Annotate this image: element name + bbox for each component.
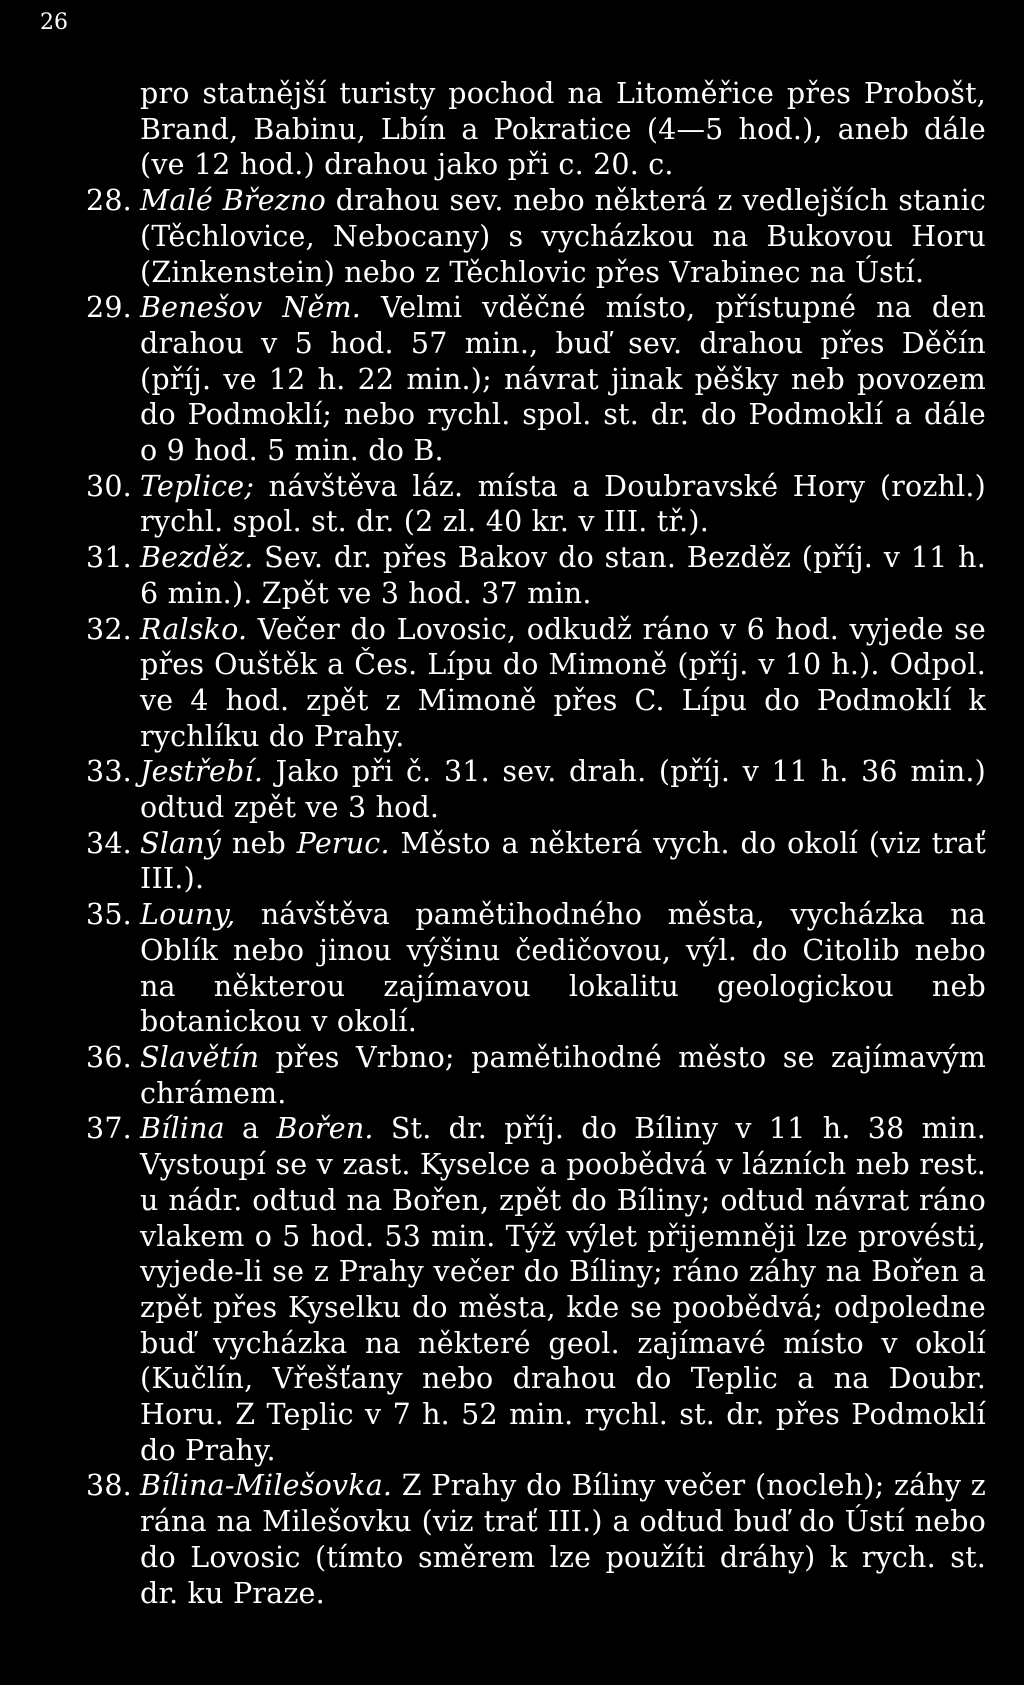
- entry-text: Jako při č. 31. sev. drah. (příj. v 11 h. 36 min.) odtud zpět ve 3 hod.: [140, 755, 986, 825]
- entry-place: Slaný: [140, 826, 222, 860]
- entry-text-secondary: Město a některá vych. do okolí (viz trať III.).: [140, 826, 987, 896]
- entry-number: 28.: [86, 184, 132, 218]
- entry-text: návštěva láz. místa a Doubravské Hory (rozhl.) rychl. spol. st. dr. (2 zl. 40 kr. v III. tř.).: [140, 469, 986, 539]
- entry-number: 34.: [86, 826, 132, 860]
- entry-place-secondary: Peruc.: [296, 826, 390, 860]
- entry-text: přes Vrbno; pamětihodné město se zajímavým chrámem.: [140, 1040, 986, 1110]
- entry-place: Benešov Něm.: [140, 291, 362, 325]
- entry-31: [86, 540, 986, 611]
- entry-place: Bílina-Milešovka.: [140, 1469, 393, 1503]
- entry-number: 38.: [86, 1469, 132, 1503]
- entry-34: [86, 826, 986, 897]
- entry-30: [86, 469, 986, 540]
- entry-place: Bezděz.: [140, 541, 254, 575]
- entry-number: 30.: [86, 469, 132, 503]
- entry-35: [86, 897, 986, 1040]
- entry-text: Z Prahy do Bíliny večer (nocleh); záhy z rána na Milešovku (viz trať III.) a odtud buď do Ústí nebo do Lovosic (tímto směrem lze použíti dráhy) k rych. st. dr. ku Praze.: [140, 1469, 986, 1610]
- entry-38: [86, 1468, 986, 1611]
- entry-number: 35.: [86, 898, 132, 932]
- entry-continuation: [86, 76, 986, 183]
- entry-place: Louny,: [140, 898, 236, 932]
- entry-text: Velmi vděčné místo, přístupné na den drahou v 5 hod. 57 min., buď sev. drahou přes Děčín (příj. ve 12 h. 22 min.); návrat jinak pěšky neb povozem do Podmoklí; nebo rychl. spol. st. dr. do Podmoklí a dále o 9 hod. 5 min. do B.: [140, 291, 986, 468]
- entry-number: 33.: [86, 755, 132, 789]
- entry-text: a: [224, 1112, 277, 1146]
- entry-number: 29.: [86, 291, 132, 325]
- entry-29: [86, 290, 986, 469]
- entry-place: Ralsko.: [140, 612, 248, 646]
- entry-text: pro statnější turisty pochod na Litoměřice přes Probošt, Brand, Babinu, Lbín a Pokratice (4—5 hod.), aneb dále (ve 12 hod.) drahou jako při c. 20. c.: [140, 77, 986, 182]
- entry-place: Bílina: [140, 1112, 225, 1146]
- entry-place: Jestřebí.: [140, 755, 264, 789]
- entry-text: návštěva pamětihodného města, vycházka na Oblík nebo jinou výšinu čedičovou, výl. do Citolib nebo na některou zajímavou lokalitu geologickou neb botanickou v okolí.: [140, 898, 986, 1039]
- entry-36: [86, 1040, 986, 1111]
- entry-place: Slavětín: [140, 1040, 260, 1074]
- page-text: [86, 76, 986, 1611]
- entry-37: [86, 1111, 986, 1468]
- page-number: 26: [40, 10, 68, 35]
- entry-place: Malé Březno: [140, 184, 326, 218]
- entry-33: [86, 754, 986, 825]
- entry-number: 32.: [86, 612, 132, 646]
- entry-text: neb: [221, 826, 297, 860]
- entry-text: Sev. dr. přes Bakov do stan. Bezděz (příj. v 11 h. 6 min.). Zpět ve 3 hod. 37 min.: [140, 541, 986, 610]
- entry-number: 36.: [86, 1040, 132, 1074]
- entry-text: Večer do Lovosic, odkudž ráno v 6 hod. vyjede se přes Ouštěk a Čes. Lípu do Mimoně (příj. v 10 h.). Odpol. ve 4 hod. zpět z Mimoně přes C. Lípu do Podmoklí k rychlíku do Prahy.: [140, 612, 986, 753]
- entry-number: 37.: [86, 1112, 132, 1146]
- entry-place-secondary: Bořen.: [276, 1112, 374, 1146]
- entry-32: [86, 612, 986, 755]
- entry-number: 31.: [86, 541, 132, 575]
- entry-place: Teplice;: [140, 469, 255, 503]
- entry-28: [86, 183, 986, 290]
- entry-text-secondary: St. dr. příj. do Bíliny v 11 h. 38 min. Vystoupí se v zast. Kyselce a poobědvá v lázních neb rest. u nádr. odtud na Bořen, zpět do Bíliny; odtud návrat ráno vlakem o 5 hod. 53 min. Týž výlet přijemněji lze provésti, vyjede-li se z Prahy večer do Bíliny; ráno záhy na Bořen a zpět přes Kyselku do města, kde se poobědvá; odpoledne buď vycházka na některé geol. zajímavé místo v okolí (Kučlín, Vřešťany nebo drahou do Teplic a na Doubr. Horu. Z Teplic v 7 h. 52 min. rychl. st. dr. přes Podmoklí do Prahy.: [140, 1112, 986, 1467]
- entry-text: drahou sev. nebo některá z vedlejších stanic (Těchlovice, Nebocany) s vycházkou na Bukovou Horu (Zinkenstein) nebo z Těchlovic přes Vrabinec na Ústí.: [140, 184, 986, 289]
